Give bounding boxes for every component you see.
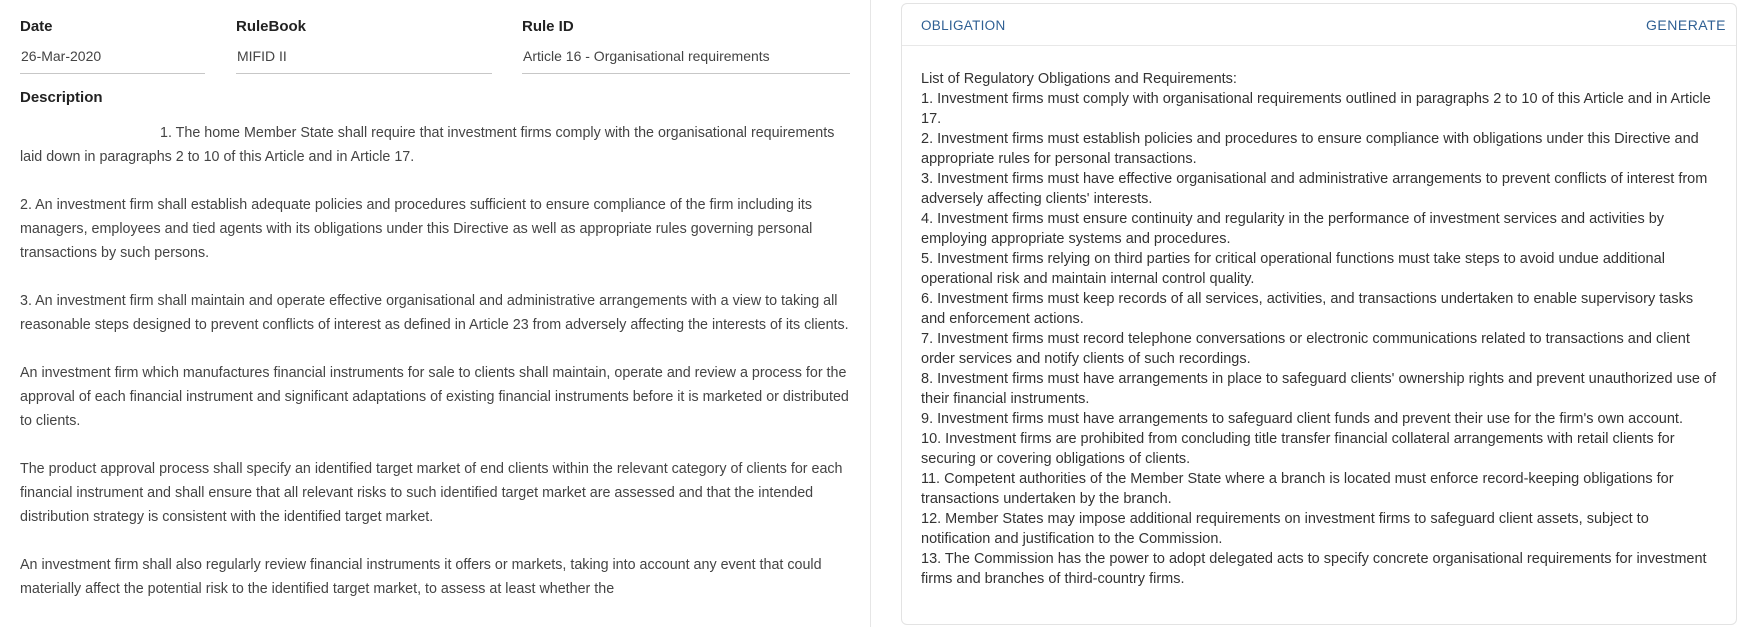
description-label: Description — [20, 89, 103, 106]
rulebook-label: RuleBook — [236, 18, 307, 35]
obligation-item: 10. Investment firms are prohibited from concluding title transfer financial collateral arrangements with retail clients for securing or covering obligations of clients. — [921, 431, 1675, 467]
date-input[interactable]: 26-Mar-2020 — [20, 48, 205, 74]
rule-id-input[interactable]: Article 16 - Organisational requirements — [522, 48, 850, 74]
obligation-item: 7. Investment firms must record telephone conversations or electronic communications related to transactions and client order services and notify clients of such recordings. — [921, 331, 1690, 367]
generate-button[interactable]: GENERATE — [1636, 10, 1736, 40]
description-paragraph: 1. The home Member State shall require that investment firms comply with the organisational requirements laid down in paragraphs 2 to 10 of this Article and in Article 17. — [20, 125, 835, 165]
description-text — [20, 121, 855, 625]
pane-divider — [870, 0, 871, 627]
panel-header — [902, 4, 1736, 46]
date-label: Date — [20, 18, 53, 35]
rulebook-input[interactable]: MIFID II — [236, 48, 492, 74]
obligation-item: 6. Investment firms must keep records of all services, activities, and transactions undertaken to enable supervisory tasks and enforcement actions. — [921, 291, 1694, 327]
description-paragraph: 3. An investment firm shall maintain and operate effective organisational and administrative arrangements with a view to taking all reasonable steps designed to prevent conflicts of interest as defined in Article 23 from adversely affecting the interests of its clients. — [20, 293, 849, 333]
description-paragraph: The product approval process shall specify an identified target market of end clients within the relevant category of clients for each financial instrument and shall ensure that all relevant risks to such identified target market are assessed and that the intended distribution strategy is consistent with the identified target market. — [20, 461, 843, 525]
obligation-item: 1. Investment firms must comply with organisational requirements outlined in paragraphs 2 to 10 of this Article and in Article 17. — [921, 91, 1711, 127]
obligation-list — [921, 69, 1721, 589]
obligation-item: 2. Investment firms must establish policies and procedures to ensure compliance with obligations under this Directive and appropriate rules for personal transactions. — [921, 131, 1699, 167]
active-tab-indicator — [1042, 3, 1235, 4]
tab-obligation[interactable]: OBLIGATION — [921, 18, 1006, 33]
obligation-item: 9. Investment firms must have arrangements to safeguard client funds and prevent their use for the firm's own account. — [921, 411, 1683, 427]
obligation-panel — [901, 3, 1737, 625]
description-paragraph: An investment firm shall also regularly review financial instruments it offers or markets, taking into account any event that could materially affect the potential risk to the identified target market, to assess at least whether the — [20, 557, 822, 597]
obligation-item: 12. Member States may impose additional requirements on investment firms to safeguard client assets, subject to notification and justification to the Commission. — [921, 511, 1649, 547]
obligation-item: 11. Competent authorities of the Member State where a branch is located must enforce record-keeping obligations for transactions undertaken by the branch. — [921, 471, 1674, 507]
obligation-item: 13. The Commission has the power to adopt delegated acts to specify concrete organisational requirements for investment firms and branches of third-country firms. — [921, 551, 1707, 587]
obligation-item: 4. Investment firms must ensure continuity and regularity in the performance of investment services and activities by employing appropriate systems and procedures. — [921, 211, 1665, 247]
obligation-item: 8. Investment firms must have arrangements in place to safeguard clients' ownership rights and prevent unauthorized use of their financial instruments. — [921, 371, 1717, 407]
obligation-item: 5. Investment firms relying on third parties for critical operational functions must take steps to avoid undue additional operational risk and maintain internal control quality. — [921, 251, 1665, 287]
description-paragraph: 2. An investment firm shall establish adequate policies and procedures sufficient to ensure compliance of the firm including its managers, employees and tied agents with its obligations under this Directive as well as appropriate rules governing personal transactions by such persons. — [20, 197, 813, 261]
description-paragraph: An investment firm which manufactures financial instruments for sale to clients shall maintain, operate and review a process for the approval of each financial instrument and significant adaptations of existing financial instruments before it is marketed or distributed to clients. — [20, 365, 849, 429]
obligation-item: 3. Investment firms must have effective organisational and administrative arrangements to prevent conflicts of interest from adversely affecting clients' interests. — [921, 171, 1708, 207]
rule-id-label: Rule ID — [522, 18, 574, 35]
obligation-heading: List of Regulatory Obligations and Requirements: — [921, 71, 1237, 87]
